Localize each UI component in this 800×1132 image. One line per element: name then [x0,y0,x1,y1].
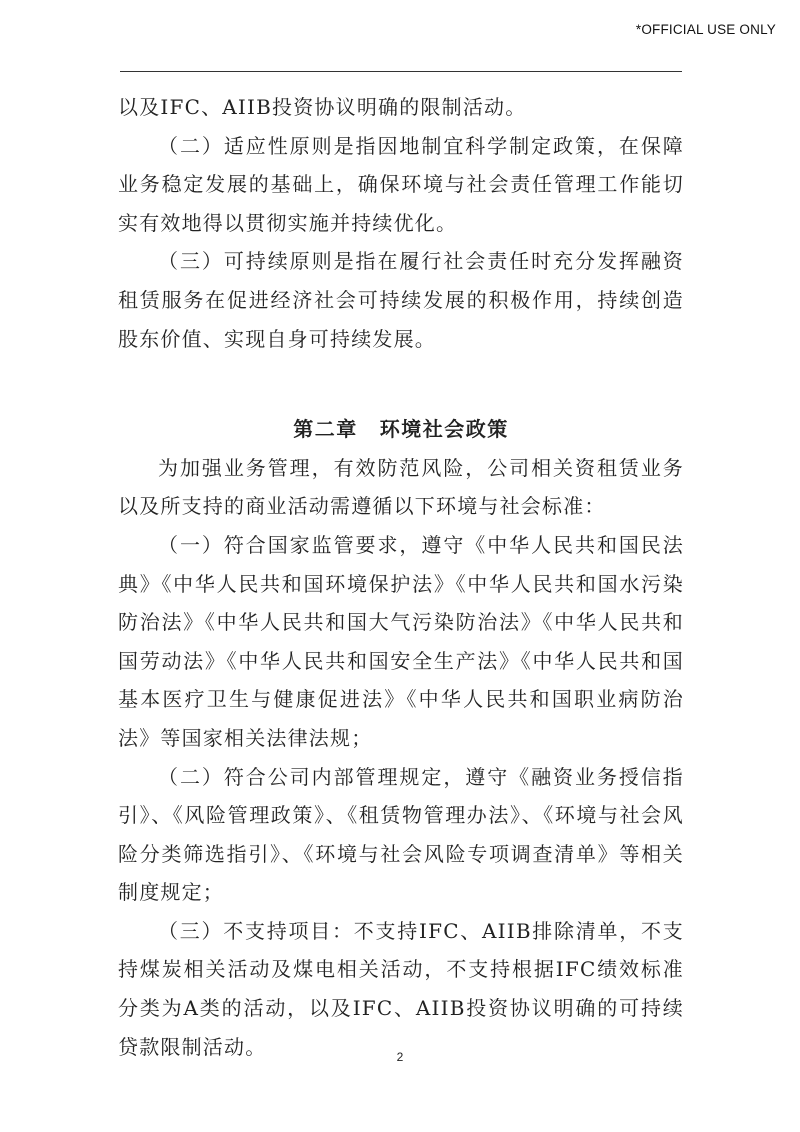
chapter-heading [118,410,684,449]
paragraph-adaptability-principle: （二）适应性原则是指因地制宜科学制定政策，在保障业务稳定发展的基础上，确保环境与社会责任管理工作能切实有效地得以贯彻实施并持续优化。 [118,133,684,235]
paragraph-sustainability-principle: （三）可持续原则是指在履行社会责任时充分发挥融资租赁服务在促进经济社会可持续发展的积极作用，持续创造股东价值、实现自身可持续发展。 [118,249,684,351]
section-spacer [118,358,684,410]
paragraph-regulatory-requirements: （一）符合国家监管要求，遵守《中华人民共和国民法典》《中华人民共和国环境保护法》《中华人民共和国水污染防治法》《中华人民共和国大气污染防治法》《中华人民共和国劳动法》《中华人民共和国安全生产法》《中华人民共和国基本医疗卫生与健康促进法》《中华人民共和国职业病防治法》等国家相关法律法规； [118,532,684,750]
header-rule [120,71,682,72]
document-body [118,88,684,1066]
paragraph-internal-rules: （二）符合公司内部管理规定，遵守《融资业务授信指引》、《风险管理政策》、《租赁物管理办法》、《环境与社会风险分类筛选指引》、《环境与社会风险专项调查清单》等相关制度规定； [118,764,684,905]
classification-marking: *OFFICIAL USE ONLY [635,22,776,37]
paragraph-chapter-intro: 为加强业务管理，有效防范风险，公司相关资租赁业务以及所支持的商业活动需遵循以下环境与社会标准： [118,455,684,519]
chapter-number: 第二章 [293,417,358,442]
paragraph-continuation: 以及IFC、AIIB投资协议明确的限制活动。 [118,95,527,119]
chapter-title: 环境社会政策 [379,417,509,442]
paragraph-unsupported-projects: （三）不支持项目：不支持IFC、AIIB排除清单，不支持煤炭相关活动及煤电相关活动，不支持根据IFC绩效标准分类为A类的活动，以及IFC、AIIB投资协议明确的可持续贷款限制活动。 [118,918,684,1059]
page-number: 2 [396,1050,404,1064]
